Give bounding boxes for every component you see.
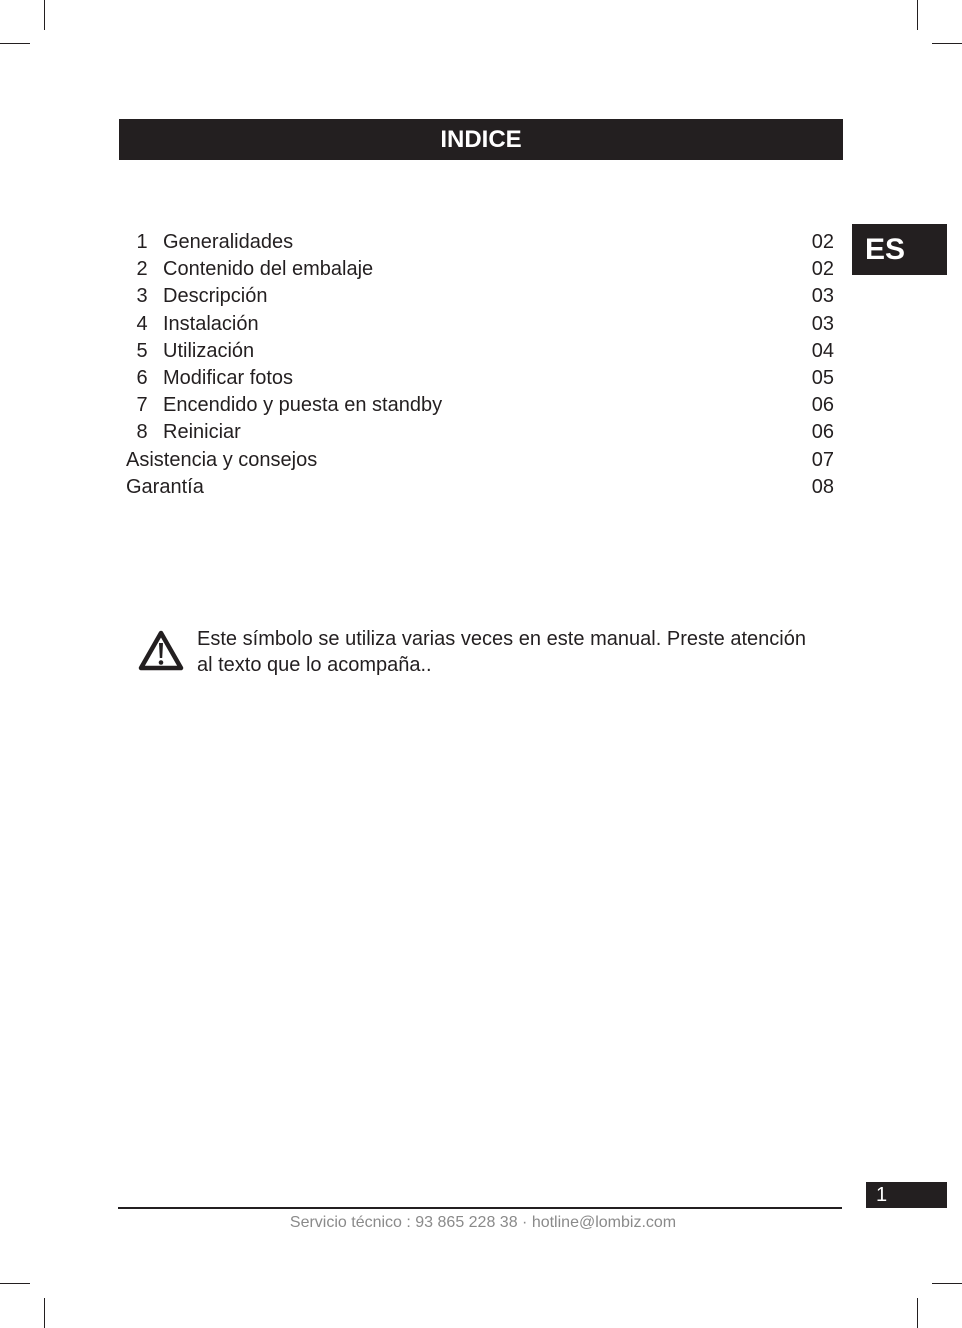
- toc-item[interactable]: [126, 256, 834, 283]
- toc-item-label: Modificar fotos: [163, 366, 294, 389]
- toc-item-label: Utilización: [163, 339, 255, 362]
- crop-mark: [0, 43, 30, 44]
- toc-item-number: 7: [136, 394, 148, 417]
- crop-mark: [917, 1298, 918, 1328]
- toc-item-number: 1: [136, 231, 148, 253]
- toc-item-page: 02: [811, 258, 834, 281]
- toc-item-label: Contenido del embalaje: [163, 258, 374, 281]
- toc-item-number: 6: [136, 366, 148, 389]
- toc-item-label: Descripción: [163, 285, 268, 308]
- toc-item-label: Reiniciar: [163, 421, 241, 444]
- toc-item-page: 08: [811, 475, 834, 498]
- page-number: 1: [866, 1182, 947, 1208]
- toc-item-label: Generalidades: [163, 231, 294, 253]
- toc-item-page: 03: [811, 285, 834, 308]
- toc-item-page: 02: [811, 231, 834, 253]
- table-of-contents: [126, 229, 834, 501]
- toc-item[interactable]: [126, 311, 834, 338]
- warning-note: [138, 626, 806, 682]
- toc-item[interactable]: [126, 392, 834, 419]
- toc-item-number: 3: [136, 285, 148, 308]
- toc-item[interactable]: [126, 365, 834, 392]
- toc-item[interactable]: [126, 419, 834, 446]
- crop-mark: [44, 0, 45, 30]
- crop-mark: [0, 1283, 30, 1284]
- toc-item-number: 5: [136, 339, 148, 362]
- toc-item[interactable]: [126, 283, 834, 310]
- toc-item-page: 03: [811, 312, 834, 335]
- toc-item-page: 04: [811, 339, 834, 362]
- toc-item-page: 06: [811, 394, 834, 417]
- toc-item-label: Instalación: [163, 312, 259, 335]
- toc-item-number: 8: [136, 421, 148, 444]
- service-contact: Servicio técnico : 93 865 228 38 · hotline@lombiz.com: [289, 1214, 677, 1231]
- crop-mark: [917, 0, 918, 30]
- page-title: INDICE: [119, 119, 843, 160]
- toc-item-page: 05: [811, 366, 834, 389]
- crop-mark: [932, 43, 962, 44]
- toc-item-page: 07: [811, 448, 834, 471]
- warning-triangle-icon: [138, 630, 184, 672]
- footer-divider: [118, 1207, 842, 1209]
- crop-mark: [44, 1298, 45, 1328]
- toc-item[interactable]: [126, 474, 834, 501]
- warning-note-text: Este símbolo se utiliza varias veces en este manual. Preste atención al texto que lo acompaña..: [197, 628, 806, 676]
- toc-item[interactable]: [126, 229, 834, 256]
- toc-item[interactable]: [126, 447, 834, 474]
- toc-item[interactable]: [126, 338, 834, 365]
- toc-item-page: 06: [811, 421, 834, 444]
- language-tab: ES: [852, 224, 947, 275]
- toc-item-label: Encendido y puesta en standby: [163, 394, 443, 417]
- toc-item-number: 2: [136, 258, 148, 281]
- toc-item-label: Asistencia y consejos: [126, 448, 318, 471]
- toc-item-label: Garantía: [126, 475, 204, 498]
- crop-mark: [932, 1283, 962, 1284]
- toc-item-number: 4: [136, 312, 148, 335]
